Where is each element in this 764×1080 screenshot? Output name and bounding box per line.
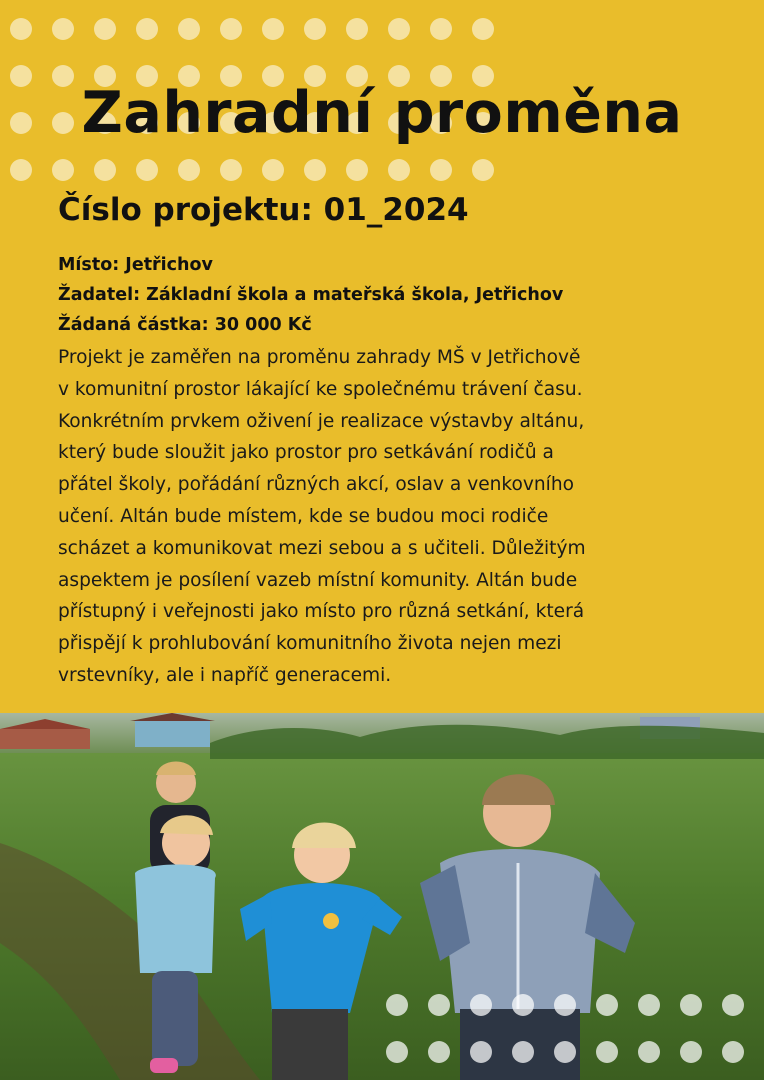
decorative-dot	[428, 994, 450, 1016]
decorative-dot	[388, 18, 410, 40]
decorative-dot	[386, 994, 408, 1016]
description-line: aspektem je posílení vazeb místní komunity. Altán bude	[58, 569, 578, 591]
decorative-dot	[94, 18, 116, 40]
decorative-dot	[722, 994, 744, 1016]
decorative-dot	[136, 159, 158, 181]
decorative-dot	[178, 18, 200, 40]
decorative-dot	[52, 18, 74, 40]
decorative-dot	[10, 159, 32, 181]
decorative-dot	[52, 159, 74, 181]
decorative-dot	[94, 159, 116, 181]
decorative-dot	[430, 18, 452, 40]
decorative-dot	[596, 1041, 618, 1063]
description-line: přátel školy, pořádání různých akcí, oslav a venkovního	[58, 474, 575, 496]
decorative-dot	[638, 994, 660, 1016]
decorative-dots-bottom	[386, 994, 744, 1063]
decorative-dot	[470, 994, 492, 1016]
decorative-dot	[346, 159, 368, 181]
description-line: který bude sloužit jako prostor pro setkávání rodičů a	[58, 442, 554, 464]
decorative-dot	[596, 994, 618, 1016]
decorative-dot	[430, 159, 452, 181]
decorative-dot	[512, 1041, 534, 1063]
decorative-dot	[428, 1041, 450, 1063]
decorative-dot	[680, 994, 702, 1016]
decorative-dot	[346, 18, 368, 40]
description-line: přístupný i veřejnosti jako místo pro různá setkání, která	[58, 601, 585, 623]
page-title: Zahradní proměna	[81, 80, 683, 146]
description-line: v komunitní prostor lákající ke společnému trávení času.	[58, 378, 583, 400]
decorative-dot	[262, 159, 284, 181]
decorative-dot	[220, 18, 242, 40]
applicant-line: Žadatel: Základní škola a mateřská škola, Jetřichov	[58, 285, 564, 305]
project-meta	[58, 250, 563, 340]
description-line: učení. Altán bude místem, kde se budou moci rodiče	[58, 505, 549, 527]
decorative-dot	[472, 159, 494, 181]
project-number: Číslo projektu: 01_2024	[58, 192, 469, 228]
decorative-dot	[262, 18, 284, 40]
decorative-dot	[680, 1041, 702, 1063]
decorative-dot	[512, 994, 534, 1016]
description-line: scházet a komunikovat mezi sebou a s učiteli. Důležitým	[58, 537, 586, 559]
decorative-dot	[472, 18, 494, 40]
decorative-dot	[304, 18, 326, 40]
decorative-dot	[386, 1041, 408, 1063]
decorative-dot	[554, 994, 576, 1016]
description-line: přispějí k prohlubování komunitního života nejen mezi	[58, 633, 562, 655]
decorative-dot	[554, 1041, 576, 1063]
decorative-dot	[388, 159, 410, 181]
decorative-dot	[136, 18, 158, 40]
description-line: Projekt je zaměřen na proměnu zahrady MŠ v Jetřichově	[58, 347, 581, 368]
description-line: Konkrétním prvkem oživení je realizace výstavby altánu,	[58, 410, 585, 432]
decorative-dot	[220, 159, 242, 181]
project-description	[58, 342, 708, 692]
decorative-dot	[722, 1041, 744, 1063]
decorative-dot	[304, 159, 326, 181]
description-line: vrstevníky, ale i napříč generacemi.	[58, 664, 392, 686]
decorative-dot	[10, 18, 32, 40]
decorative-dot	[470, 1041, 492, 1063]
amount-line: Žádaná částka: 30 000 Kč	[58, 315, 312, 335]
decorative-dot	[178, 159, 200, 181]
decorative-dot	[638, 1041, 660, 1063]
location-line: Místo: Jetřichov	[58, 255, 213, 275]
